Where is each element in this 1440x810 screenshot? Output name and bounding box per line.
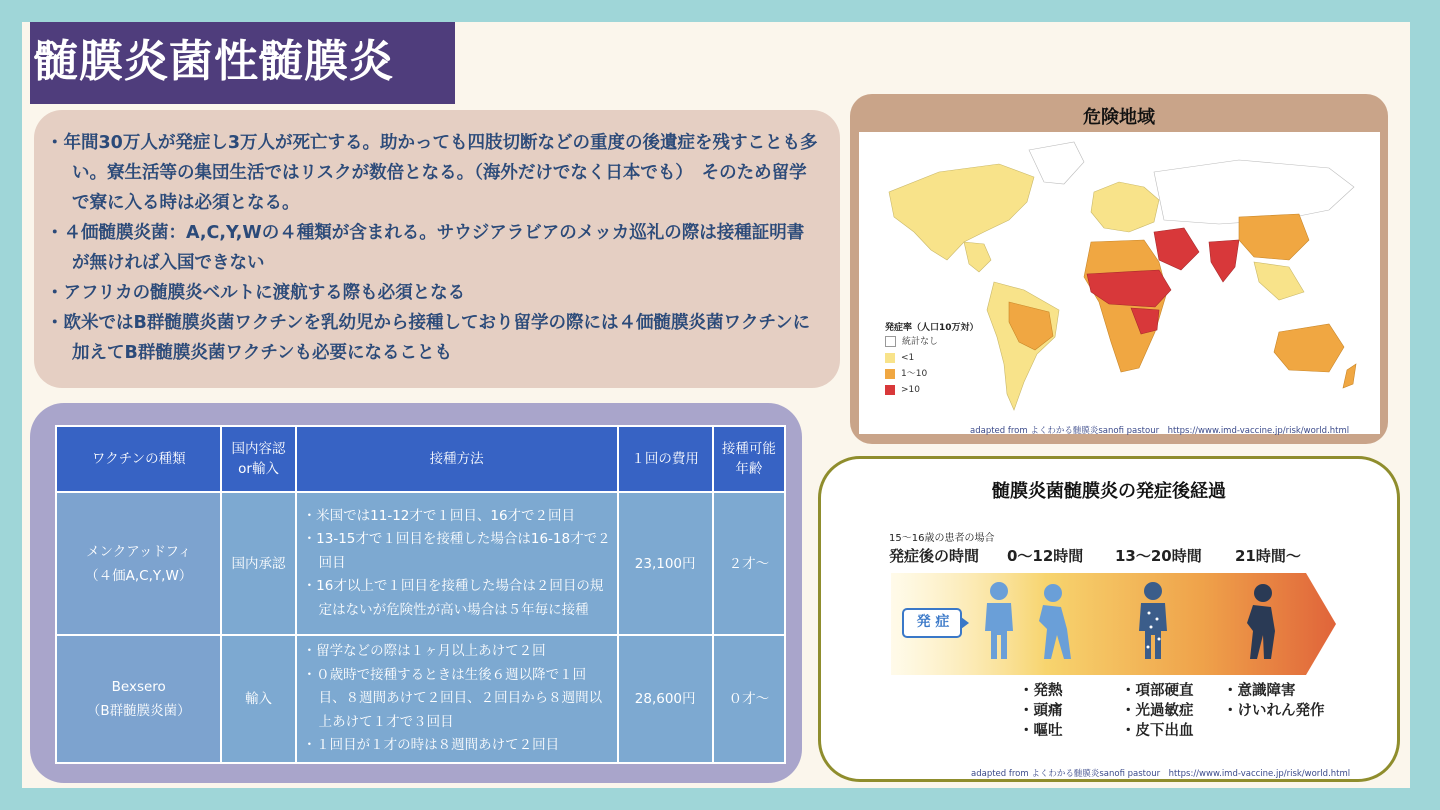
time-label: 発症後の時間 [889, 547, 980, 565]
table-header-row [56, 426, 785, 492]
map-credit: adapted from よくわかる髄膜炎sanofi pastour https://www.imd-vaccine.jp/risk/world.html [970, 426, 1350, 436]
header-age: 接種可能 年齢 [713, 426, 785, 492]
map-legend-title: 発症率（人口10万対） [885, 323, 979, 333]
risk-map-panel [850, 94, 1388, 444]
bullet-item: ・欧米ではB群髄膜炎菌ワクチンを乳幼児から接種しており留学の際には４価髄膜炎菌ワクチンに加えてB群髄膜炎菌ワクチンも必要になることも [46, 313, 811, 363]
vaccine-cost: 23,100円 [618, 492, 713, 635]
bullet-item: ・アフリカの髄膜炎ベルトに渡航する際も必須となる [46, 283, 466, 303]
course-panel [818, 456, 1400, 782]
vaccine-approval: 国内承認 [221, 492, 295, 635]
header-approval: 国内容認 or輸入 [221, 426, 295, 492]
map-title: 危険地域 [1083, 107, 1155, 128]
vaccine-name: Bexsero （B群髄膜炎菌） [56, 635, 221, 763]
header-method: 接種方法 [296, 426, 618, 492]
symptom-item: ・項部硬直 [1121, 683, 1194, 699]
symptom-list [1121, 681, 1194, 741]
method-line: ・１回目が１才の時は８週間あけて２回目 [302, 737, 560, 753]
symptom-item: ・発熱 [1019, 683, 1063, 699]
stage-label: 21時間〜 [1235, 547, 1301, 565]
bullet-item: ・年間30万人が発症し3万人が死亡する。助かっても四肢切断などの重度の後遺症を残すことも多い。寮生活等の集団生活ではリスクが数倍となる。（海外だけでなく日本でも） そのため留学で寮に入る時は必須となる。 [46, 133, 818, 213]
legend-swatch [885, 353, 895, 363]
vaccine-age: ２才〜 [713, 492, 785, 635]
table-row [56, 635, 785, 763]
legend-item [885, 384, 938, 400]
legend-label: 統計なし [902, 337, 939, 347]
legend-item [885, 352, 938, 368]
vaccine-name: メンクアッドフィ （４価A,C,Y,W） [56, 492, 221, 635]
legend-label: >10 [901, 385, 920, 395]
symptom-item: ・意識障害 [1223, 683, 1296, 699]
legend-item [885, 368, 938, 384]
vaccine-method [296, 492, 618, 635]
world-map [859, 132, 1380, 434]
vaccine-age: ０才〜 [713, 635, 785, 763]
vaccine-table [55, 425, 786, 764]
stage-label: 0〜12時間 [1007, 547, 1084, 565]
symptom-item: ・光過敏症 [1121, 703, 1194, 719]
vaccine-approval: 輸入 [221, 635, 295, 763]
vaccine-method [296, 635, 618, 763]
patient-label: 15〜16歳の患者の場合 [889, 533, 995, 544]
stage-label: 13〜20時間 [1115, 547, 1202, 565]
bullet-item: ・４価髄膜炎菌：A,C,Y,Wの４種類が含まれる。サウジアラビアのメッカ巡礼の際は接種証明書が無ければ入国できない [46, 223, 805, 273]
method-line: ・０歳時で接種するときは生後６週以降で１回目、８週間あけて２回目、２回目から８週間以上あけて１才で３回目 [302, 666, 603, 730]
header-vaccine-type: ワクチンの種類 [56, 426, 221, 492]
method-line: ・16才以上で１回目を接種した場合は２回目の規定はないが危険性が高い場合は５年毎に接種 [302, 578, 604, 618]
method-line: ・留学などの際は１ヶ月以上あけて２回 [302, 643, 546, 659]
symptom-list [1019, 681, 1063, 741]
symptom-item: ・頭痛 [1019, 703, 1063, 719]
legend-swatch [885, 369, 895, 379]
symptom-item: ・嘔吐 [1019, 723, 1063, 739]
table-row [56, 492, 785, 635]
info-panel [34, 110, 840, 388]
method-line: ・13-15才で１回目を接種した場合は16-18才で２回目 [302, 531, 611, 571]
onset-label: 発 症 [916, 614, 950, 630]
symptom-list [1223, 681, 1325, 721]
legend-label: <1 [901, 353, 915, 363]
legend-swatch [885, 336, 896, 347]
symptom-item: ・皮下出血 [1121, 723, 1194, 739]
page-title: 髄膜炎菌性髄膜炎 [30, 22, 455, 104]
method-line: ・米国では11-12才で１回目、16才で２回目 [302, 507, 576, 524]
vaccine-table-panel [30, 403, 802, 783]
legend-item [885, 336, 938, 352]
symptom-item: ・けいれん発作 [1223, 703, 1325, 719]
header-cost: １回の費用 [618, 426, 713, 492]
vaccine-cost: 28,600円 [618, 635, 713, 763]
map-legend [885, 336, 938, 400]
legend-swatch [885, 385, 895, 395]
course-credit: adapted from よくわかる髄膜炎sanofi pastour https://www.imd-vaccine.jp/risk/world.html [971, 769, 1351, 779]
course-title: 髄膜炎菌髄膜炎の発症後経過 [992, 481, 1226, 502]
legend-label: 1〜10 [901, 369, 928, 379]
